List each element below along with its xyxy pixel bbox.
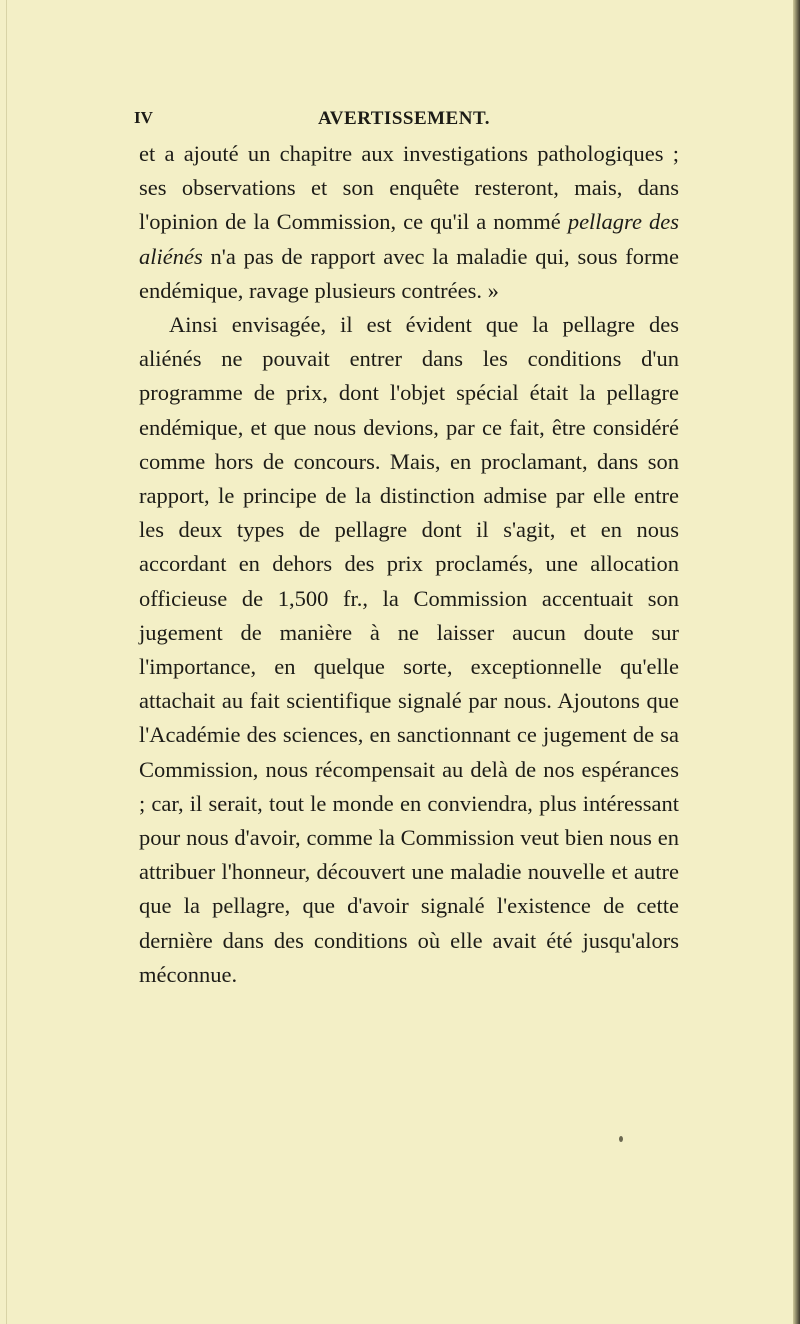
- body-text: [139, 137, 679, 992]
- page-left-edge: [6, 0, 7, 1324]
- paragraph-1-text-end: n'a pas de rapport avec la maladie qui, sous forme endémique, ravage plusieurs contrées. »: [139, 243, 679, 303]
- page-right-edge: [793, 0, 800, 1324]
- page-number: IV: [134, 108, 153, 127]
- paragraph-1: [139, 137, 679, 308]
- paragraph-1-emphasis: pellagre des aliénés: [139, 209, 679, 269]
- page-header: [134, 108, 674, 134]
- paper-blemish: [619, 1136, 623, 1142]
- running-title: AVERTISSEMENT.: [318, 108, 490, 129]
- paragraph-1-text-start: et a ajouté un chapitre aux investigations pathologiques ; ses observations et son enquête resteront, mais, dans l'opinion de la Commission, ce qu'il a nommé: [139, 141, 679, 235]
- paragraph-2: Ainsi envisagée, il est évident que la pellagre des aliénés ne pouvait entrer dans les conditions d'un programme de prix, dont l'objet spécial était la pellagre endémique, et que nous devions, par ce fait, être considéré comme hors de concours. Mais, en proclamant, dans son rapport, le principe de la distinction admise par elle entre les deux types de pellagre dont il s'agit, et en nous accordant en dehors des prix proclamés, une allocation officieuse de 1,500 fr., la Commission accentuait son jugement de manière à ne laisser aucun doute sur l'importance, en quelque sorte, exceptionnelle qu'elle attachait au fait scientifique signalé par nous. Ajoutons que l'Académie des sciences, en sanctionnant ce jugement de sa Commission, nous récompensait au delà de nos espérances ; car, il serait, tout le monde en conviendra, plus intéressant pour nous d'avoir, comme la Commission veut bien nous en attribuer l'honneur, découvert une maladie nouvelle et autre que la pellagre, que d'avoir signalé l'existence de cette dernière dans des conditions où elle avait été jusqu'alors méconnue.: [139, 312, 679, 987]
